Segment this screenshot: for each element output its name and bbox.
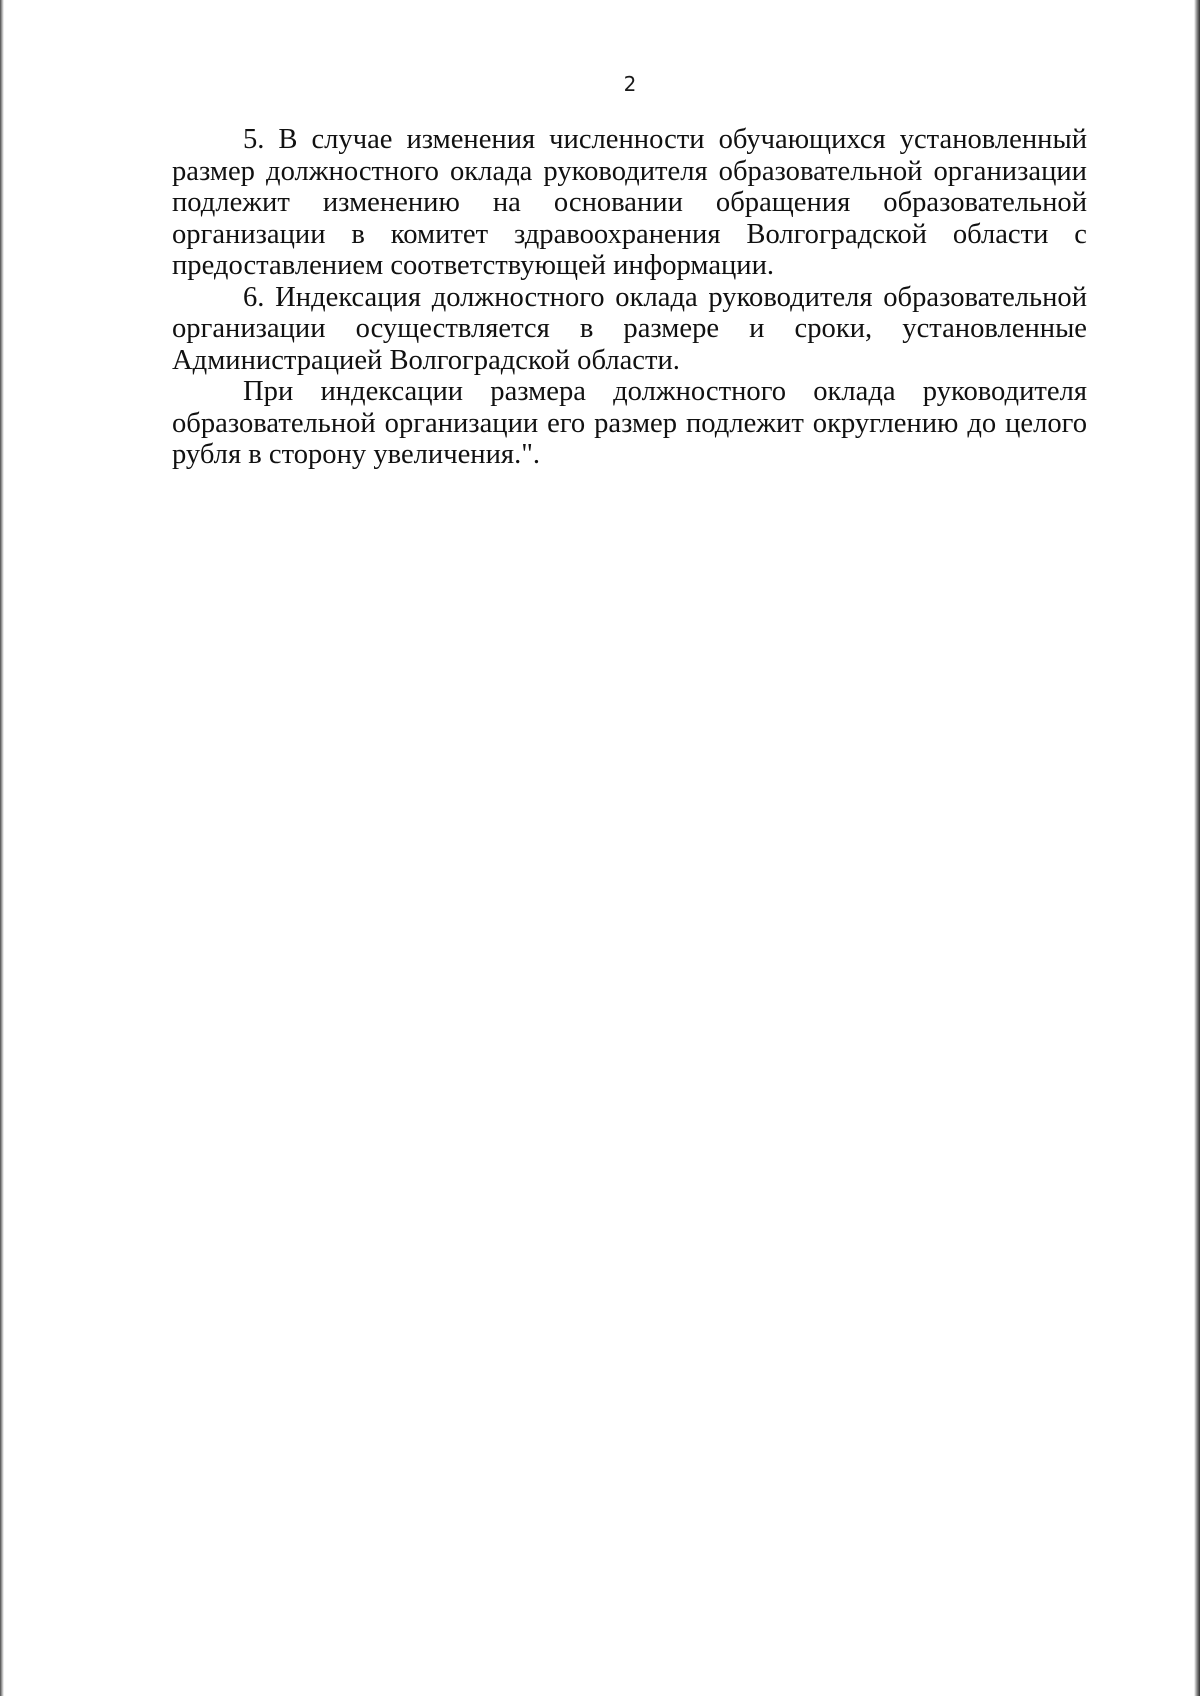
paragraph-indexation-rounding: При индексации размера должностного оклада руководителя образовательной организации его размер подлежит округлению до целого рубля в сторону увеличения.". <box>172 376 1087 470</box>
scan-edge-right <box>1194 0 1200 1696</box>
scan-edge-left <box>0 0 4 1696</box>
document-body <box>172 124 1087 471</box>
paragraph-item-6: 6. Индексация должностного оклада руководителя образовательной организации осуществляется в размере и сроки, установленные Администрацией Волгоградской области. <box>172 281 1087 376</box>
paragraph-item-5: 5. В случае изменения численности обучающихся установленный размер должностного оклада руководителя образовательной организации подлежит изменению на основании обращения образовательной организации в комитет здравоохранения Волгоградской области с предоставлением соответствующей информации. <box>172 124 1087 281</box>
page-number: 2 <box>623 72 637 96</box>
